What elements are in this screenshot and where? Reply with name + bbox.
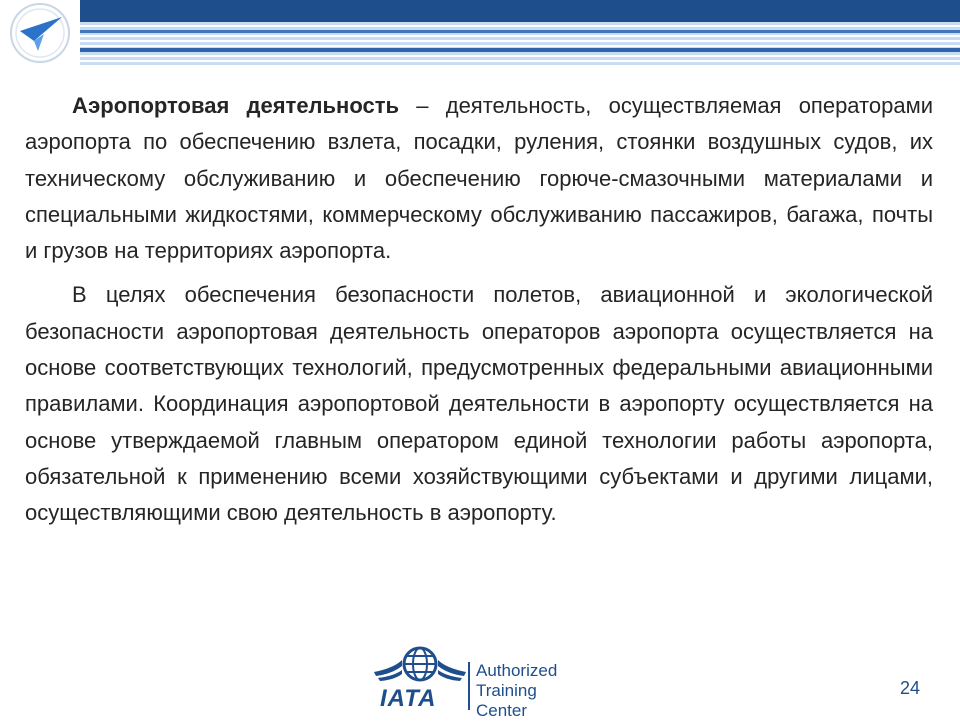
logo-divider	[468, 662, 470, 710]
authorized-training-center	[476, 661, 577, 721]
atc-line2: Training Center	[476, 681, 537, 720]
logo	[0, 0, 80, 66]
header-band	[80, 0, 960, 22]
iata-label: IATA	[380, 685, 437, 712]
globe-wings-icon	[372, 646, 468, 688]
definition-text: – деятельность, осуществляемая операторами аэропорта по обеспечению взлета, посадки, руления, стоянки воздушных судов, их техническому обслуживанию и обеспечению горюче-смазочными материалами и специальными жидкостями, коммерческому обслуживанию пассажиров, багажа, почты и грузов на территориях аэропорта.	[25, 93, 934, 264]
slide-header	[0, 0, 960, 66]
page-number: 24	[900, 678, 921, 698]
defined-term: Аэропортовая деятельность	[72, 93, 400, 118]
paper-plane-icon	[4, 1, 76, 65]
iata-logo	[372, 646, 577, 720]
safety-paragraph: В целях обеспечения безопасности полетов, авиационной и экологической безопасности аэропортовая деятельность операторов аэропорта осуществляется на основе соответствующих технологий, предусмотренных федеральными авиационными правилами. Координация аэропортовой деятельности в аэропорту осуществляется на основе утверждаемой главным оператором единой технологии работы аэропорта, обязательной к применению всеми хозяйствующими субъектами и другими лицами, осуществляющими свою деятельность в аэропорту.	[25, 282, 933, 526]
definition-paragraph	[25, 88, 933, 269]
slide-body	[25, 88, 933, 532]
atc-line1: Authorized	[476, 661, 558, 680]
header-stripes	[80, 22, 960, 66]
